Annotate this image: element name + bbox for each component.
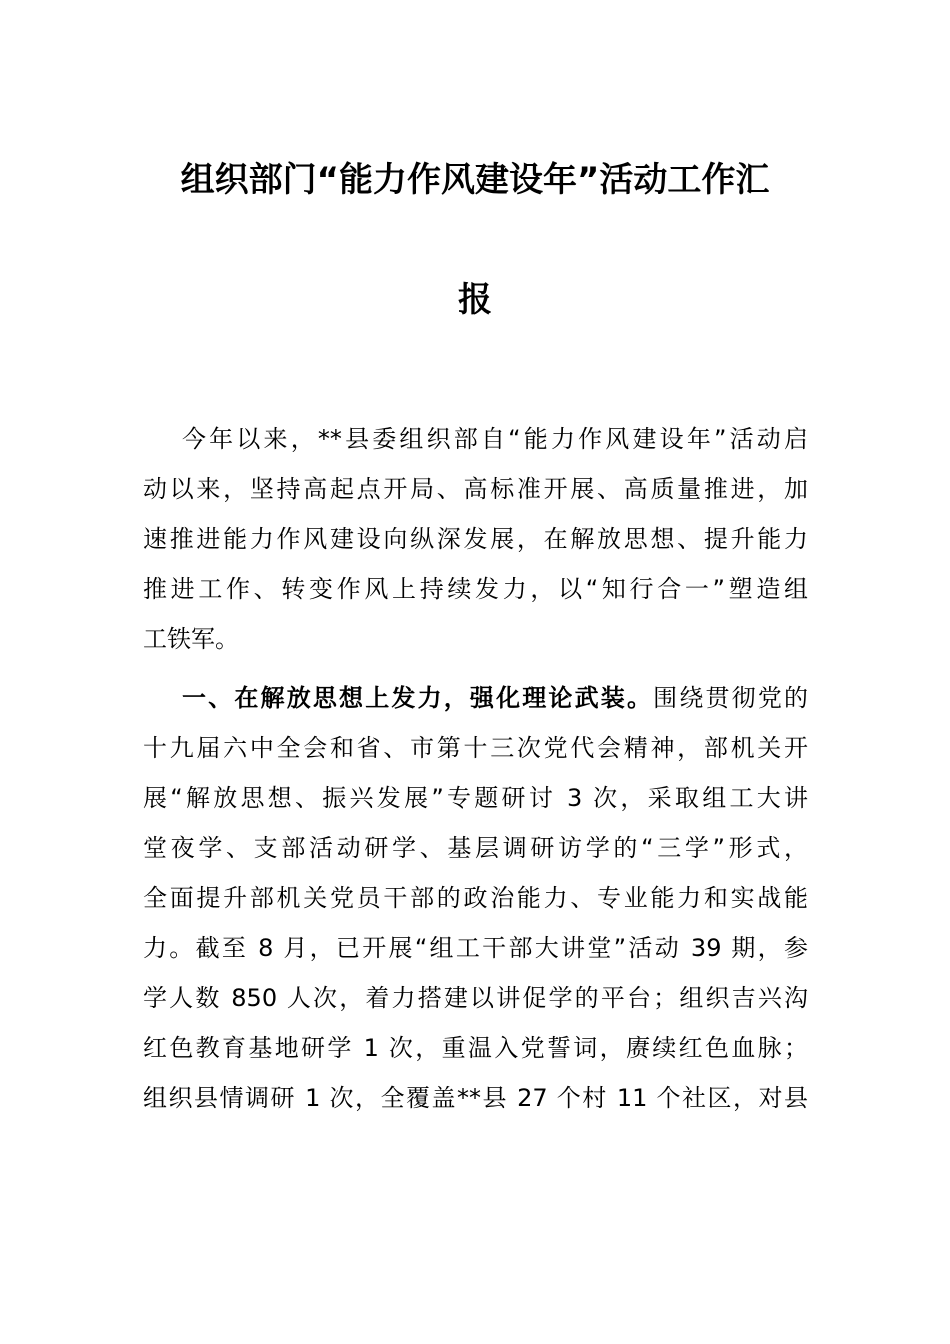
paragraph-line: 组织县情调研 1 次，全覆盖**县 27 个村 11 个社区，对县 [143,1084,808,1112]
document-title-line-2: 报 [458,280,492,320]
paragraph-line: 工铁军。 [143,625,239,653]
paragraph-line: 学人数 850 人次，着力搭建以讲促学的平台；组织吉兴沟 [143,984,808,1012]
paragraph-first-line [143,673,808,723]
paragraph-line: 展“解放思想、振兴发展”专题研讨 3 次，采取组工大讲 [143,784,808,812]
paragraph-line: 动以来，坚持高起点开局、高标准开展、高质量推进，加 [143,475,808,503]
paragraph-section-1 [143,673,808,1123]
paragraph-line: 堂夜学、支部活动研学、基层调研访学的“三学”形式， [143,834,808,862]
paragraph-line: 全面提升部机关党员干部的政治能力、专业能力和实战能 [143,884,808,912]
section-heading: 一、在解放思想上发力，强化理论武装。 [182,684,654,712]
paragraph-line: 力。截至 8 月，已开展“组工干部大讲堂”活动 39 期，参 [143,934,808,962]
paragraph-line: 红色教育基地研学 1 次，重温入党誓词，赓续红色血脉； [143,1034,808,1062]
document-title-line-1: 组织部门“能力作风建设年”活动工作汇 [180,160,770,200]
paragraph-line: 今年以来，**县委组织部自“能力作风建设年”活动启 [182,425,808,453]
heading-line-rest: 围绕贯彻党的 [653,684,809,712]
paragraph-line: 速推进能力作风建设向纵深发展，在解放思想、提升能力 [143,525,808,553]
paragraph-intro [143,414,808,664]
paragraph-line: 十九届六中全会和省、市第十三次党代会精神，部机关开 [143,734,808,762]
paragraph-line: 推进工作、转变作风上持续发力，以“知行合一”塑造组 [143,575,808,603]
